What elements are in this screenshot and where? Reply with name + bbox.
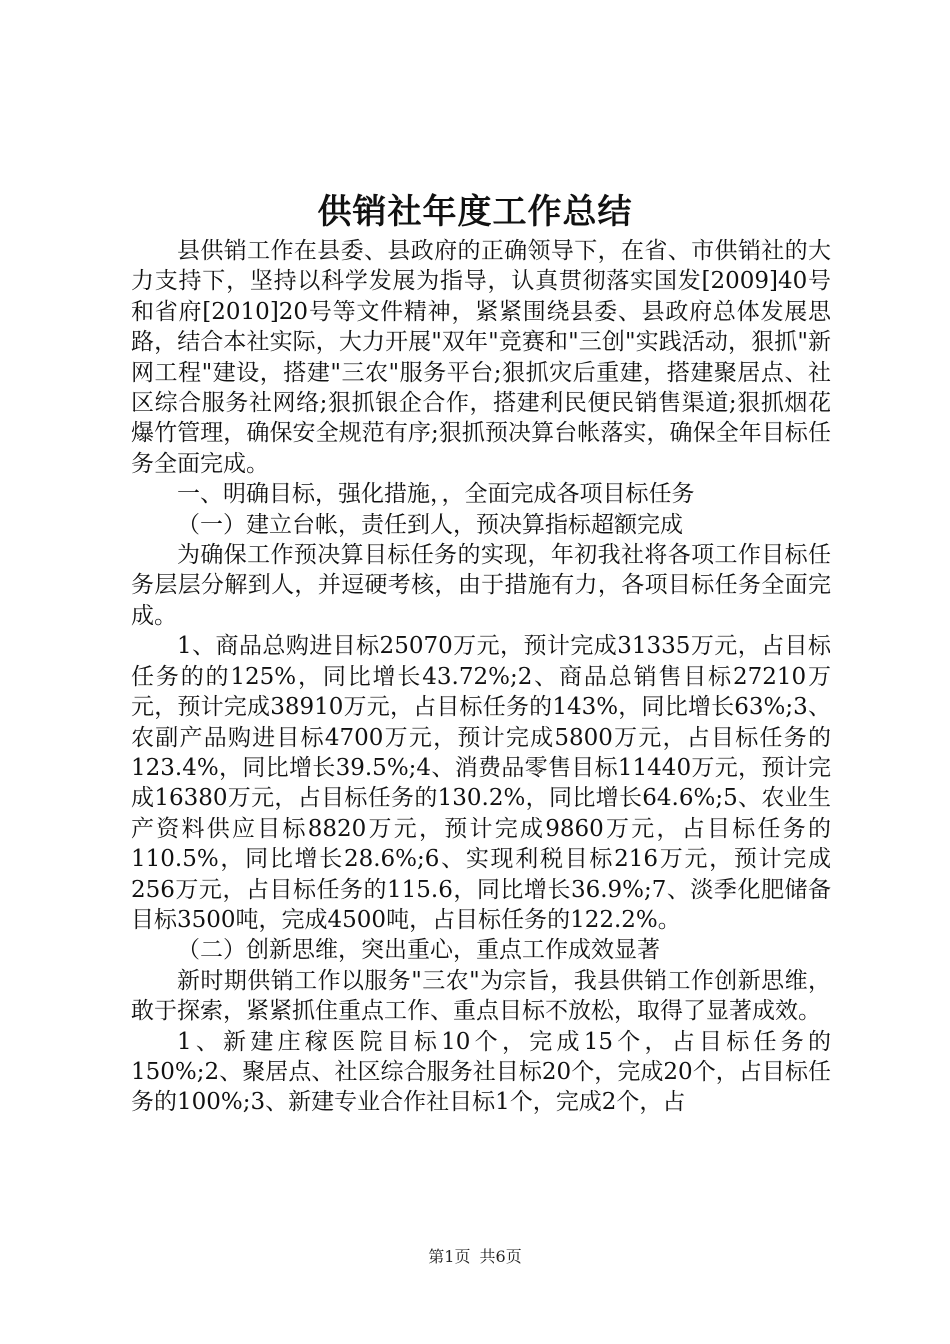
page-total: 共6页	[479, 1247, 522, 1266]
paragraph-innovation: 新时期供销工作以服务"三农"为宗旨，我县供销工作创新思维，敢于探索，紧紧抓住重点工作、重点目标不放松，取得了显著成效。	[131, 967, 831, 1025]
heading-subsection-2: （二）创新思维，突出重心，重点工作成效显著	[177, 937, 660, 964]
heading-section-1: 一、明确目标，强化措施，，全面完成各项目标任务	[177, 481, 695, 508]
page-number: 第1页	[428, 1247, 471, 1266]
page-footer	[0, 1244, 950, 1267]
paragraph-key-work: 1、新建庄稼医院目标10个，完成15个，占目标任务的150%;2、聚居点、社区综合服务社目标20个，完成20个，占目标任务的100%;3、新建专业合作社目标1个，完成2个，占	[131, 1028, 831, 1116]
heading-subsection-1: （一）建立台帐，责任到人，预决算指标超额完成	[177, 511, 683, 538]
document-title: 供销社年度工作总结	[317, 192, 633, 232]
paragraph-budget: 为确保工作预决算目标任务的实现，年初我社将各项工作目标任务层层分解到人，并逗硬考核，由于措施有力，各项目标任务全面完成。	[131, 542, 831, 629]
paragraph-intro: 县供销工作在县委、县政府的正确领导下，在省、市供销社的大力支持下，坚持以科学发展为指导，认真贯彻落实国发[2009]40号和省府[2010]20号等文件精神，紧紧围绕县委、县政府总体发展思路，结合本社实际，大力开展"双年"竞赛和"三创"实践活动，狠抓"新网工程"建设，搭建"三农"服务平台;狠抓灾后重建，搭建聚居点、社区综合服务社网络;狠抓银企合作，搭建利民便民销售渠道;狠抓烟花爆竹管理，确保安全规范有序;狠抓预决算台帐落实，确保全年目标任务全面完成。	[131, 238, 831, 477]
document-body	[131, 236, 831, 1118]
paragraph-targets: 1、商品总购进目标25070万元，预计完成31335万元，占目标任务的的125%，同比增长43.72%;2、商品总销售目标27210万元，预计完成38910万元，占目标任务的143%，同比增长63%;3、农副产品购进目标4700万元，预计完成5800万元，占目标任务的123.4%，同比增长39.5%;4、消费品零售目标11440万元，预计完成16380万元，占目标任务的130.2%，同比增长64.6%;5、农业生产资料供应目标8820万元，预计完成9860万元，占目标任务的110.5%，同比增长28.6%;6、实现利税目标216万元，预计完成256万元，占目标任务的115.6，同比增长36.9%;7、淡季化肥储备目标3500吨，完成4500吨，占目标任务的122.2%。	[131, 633, 831, 933]
